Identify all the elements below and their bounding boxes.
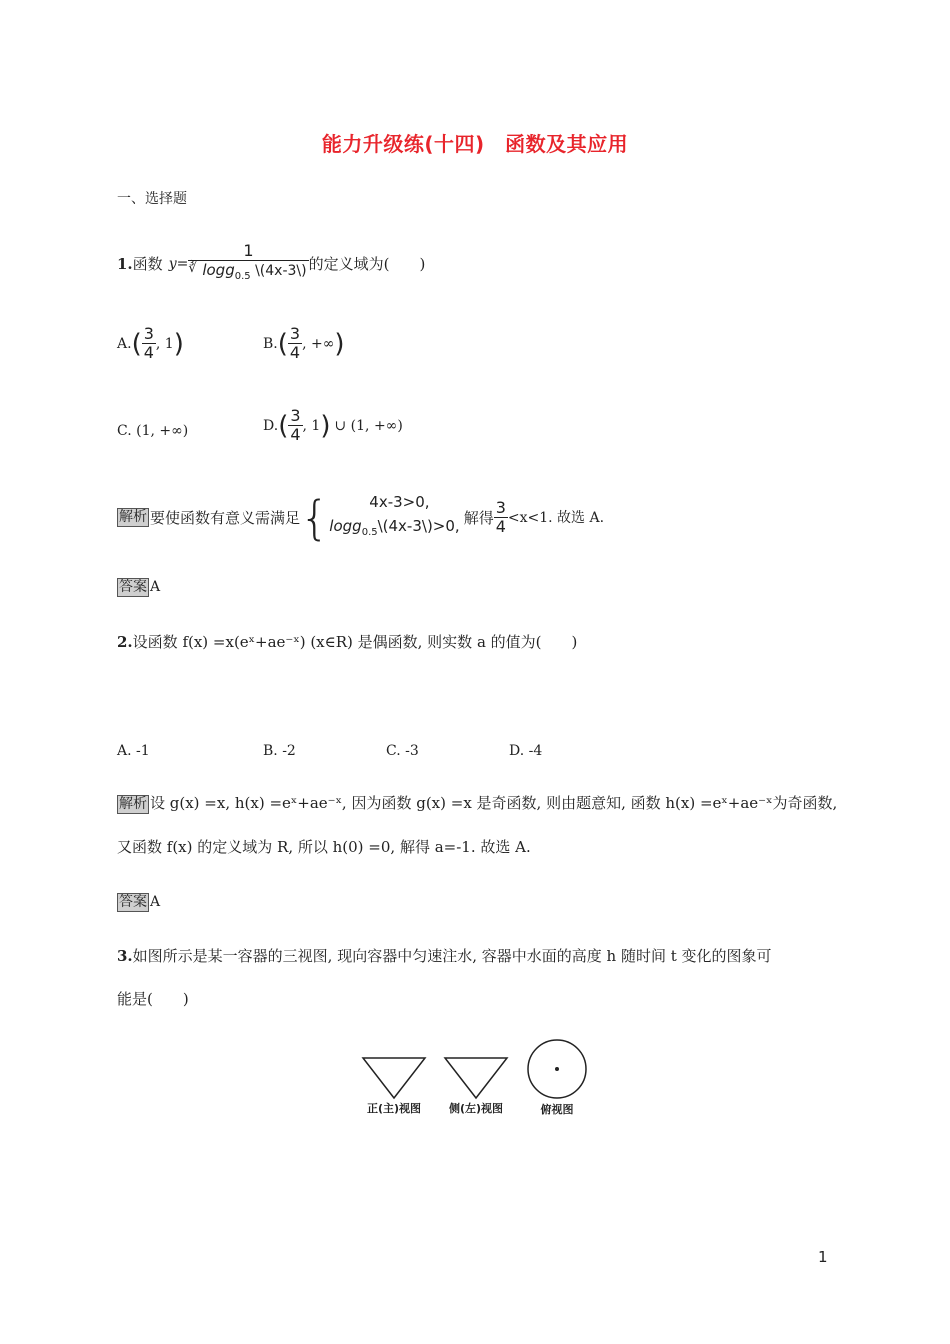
stem-text: 函数: [132, 254, 163, 273]
question-number: 1.: [117, 254, 133, 273]
log-g: g: [352, 517, 362, 535]
condition-2: [329, 514, 459, 545]
question-3-stem-line-1: [117, 946, 772, 966]
left-paren: (: [277, 328, 288, 359]
radical-icon: ∛: [188, 261, 197, 276]
stem-text: 设函数 f(x) =x(eˣ+ae⁻ˣ) (x∈R) 是偶函数, 则实数 a 的值为( ): [132, 633, 578, 651]
analysis-tag: 解析: [119, 509, 147, 525]
top-view-label: 俯视图: [540, 1103, 574, 1116]
q2-analysis-line-1: [117, 793, 837, 814]
q1-analysis: [117, 490, 604, 545]
three-view-figure: [355, 1035, 595, 1125]
question-3-stem-line-2: 能是( ): [117, 990, 189, 1008]
left-paren: (: [278, 410, 289, 441]
q2-answer: [117, 891, 160, 912]
solution-fraction: [494, 499, 508, 536]
log-argument: \(4x-3\)>0,: [377, 517, 460, 535]
fraction-denominator: 4: [289, 343, 301, 362]
right-paren: ): [173, 328, 184, 359]
option-b[interactable]: B. -2: [263, 743, 296, 759]
fraction-numerator: 3: [495, 498, 506, 517]
side-view-label: 侧(左)视图: [448, 1102, 504, 1115]
fraction-numerator: 3: [143, 324, 154, 343]
log-g: g: [225, 261, 235, 279]
right-paren: ): [334, 328, 345, 359]
log-text: log: [202, 261, 226, 279]
option-c[interactable]: [117, 421, 188, 441]
option-fraction: [288, 325, 302, 362]
fraction-denominator: 4: [495, 517, 506, 536]
fraction-denominator: 4: [143, 343, 154, 362]
log-base: 0.5: [234, 270, 251, 282]
fraction-denominator: [188, 260, 308, 286]
option-fraction: [142, 325, 156, 362]
section-heading: 一、选择题: [117, 191, 187, 207]
analysis-tag: 解析: [119, 796, 147, 812]
fraction-numerator: 3: [289, 324, 301, 343]
question-2-stem: [117, 632, 577, 652]
condition-1: 4x-3>0,: [369, 493, 430, 511]
answer-value: A: [150, 894, 161, 910]
right-paren: ): [320, 410, 331, 441]
answer-tag: 答案: [119, 579, 147, 595]
analysis-text: 要使函数有意义需满足: [150, 508, 301, 527]
left-paren: (: [131, 328, 142, 359]
option-tail: , 1: [302, 417, 321, 434]
option-tail: , 1: [155, 335, 174, 352]
y-equals: y=: [168, 255, 189, 272]
q1-answer: [117, 576, 160, 597]
option-tail: , +∞: [302, 335, 335, 352]
condition-system: [329, 490, 459, 545]
answer-value: A: [150, 579, 161, 595]
log-text: log: [329, 517, 353, 535]
top-view-center-dot: [555, 1067, 559, 1071]
option-a[interactable]: A. -1: [117, 743, 150, 759]
option-fraction: [288, 407, 302, 444]
analysis-text: 解得: [463, 508, 494, 527]
option-label: C.: [117, 423, 132, 439]
front-view-triangle: [363, 1058, 425, 1098]
stem-text: 如图所示是某一容器的三视图, 现向容器中匀速注水, 容器中水面的高度 h 随时间 t 变化的图象可: [132, 947, 772, 965]
page-title: 能力升级练(十四) 函数及其应用: [321, 132, 629, 156]
fraction-numerator: 1: [243, 241, 254, 260]
page-number: 1: [818, 1248, 828, 1266]
front-view-label: 正(主)视图: [366, 1102, 422, 1115]
analysis-text: 设 g(x) =x, h(x) =eˣ+ae⁻ˣ, 因为函数 g(x) =x 是奇函数, 则由题意知, 函数 h(x) =eˣ+ae⁻ˣ为奇函数,: [150, 794, 838, 812]
option-a[interactable]: [117, 325, 184, 362]
q2-analysis-line-2: 又函数 f(x) 的定义域为 R, 所以 h(0) =0, 解得 a=-1. 故选 A.: [117, 838, 531, 856]
question-number: 3.: [117, 947, 133, 965]
option-d[interactable]: D. -4: [509, 743, 543, 759]
log-argument: \(4x-3\): [255, 263, 307, 279]
stem-text-end: 的定义域为( ): [308, 254, 426, 273]
option-text: (1, +∞): [136, 423, 189, 439]
option-rest: ∪ (1, +∞): [334, 417, 403, 434]
fraction-denominator: 4: [290, 425, 301, 444]
answer-tag: 答案: [119, 894, 147, 910]
option-label: D.: [263, 417, 279, 434]
option-label: A.: [117, 335, 132, 352]
fraction-numerator: 3: [290, 406, 301, 425]
question-1-stem: [117, 242, 425, 286]
analysis-text: <x<1. 故选 A.: [507, 509, 605, 526]
side-view-triangle: [445, 1058, 507, 1098]
question-number: 2.: [117, 633, 133, 651]
function-fraction: [188, 242, 308, 286]
option-d[interactable]: [263, 407, 403, 444]
log-base: 0.5: [361, 527, 378, 538]
left-brace: {: [300, 490, 330, 545]
option-b[interactable]: [263, 325, 345, 362]
option-c[interactable]: C. -3: [386, 743, 419, 759]
option-label: B.: [263, 335, 278, 352]
